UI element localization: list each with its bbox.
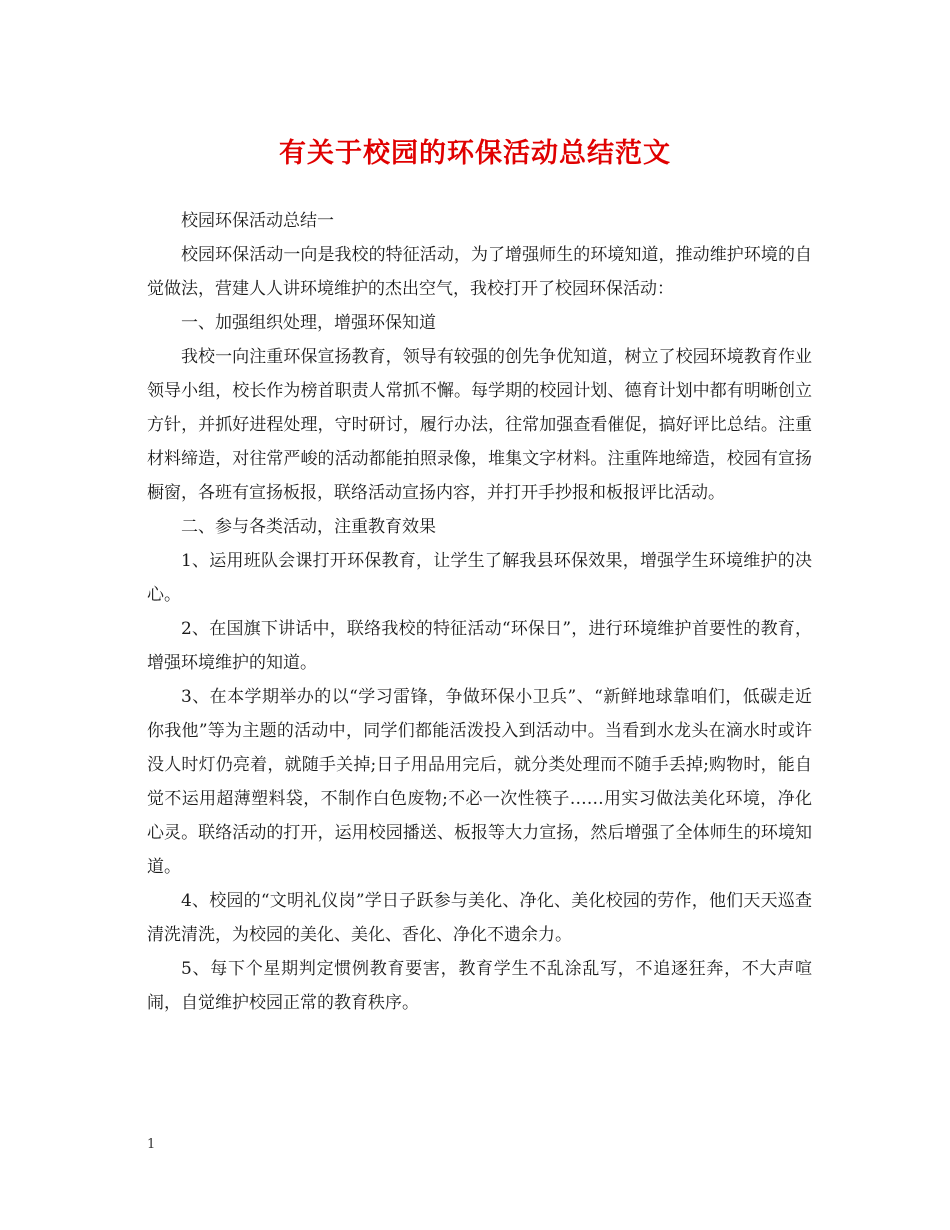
document-title: 有关于校园的环保活动总结范文 [279, 138, 671, 169]
paragraph-section-heading: 校园环保活动总结一 [181, 211, 334, 231]
page-number: 1 [147, 1137, 156, 1152]
paragraph-organization: 我校一向注重环保宣扬教育，领导有较强的创先争优知道，树立了校园环境教育作业领导小组，校长作为榜首职责人常抓不懈。每学期的校园计划、德育计划中都有明晰创立方针，并抓好进程处理，守时研讨，履行办法，往常加强查看催促，搞好评比总结。注重材料缔造，对往常严峻的活动都能拍照录像，堆集文字材料。注重阵地缔造，校园有宣扬橱窗，各班有宣扬板报，联络活动宣扬内容，并打开手抄报和板报评比活动。 [147, 347, 812, 503]
paragraph-heading-2: 二、参与各类活动，注重教育效果 [181, 517, 436, 537]
paragraph-item-3: 3、在本学期举办的以“学习雷锋，争做环保小卫兵”、“新鲜地球靠咱们，低碳走近你我他”等为主题的活动中，同学们都能活泼投入到活动中。当看到水龙头在滴水时或许没人时灯仍亮着，就随手关掉;日子用品用完后，就分类处理而不随手丢掉;购物时，能自觉不运用超薄塑料袋，不制作白色废物;不必一次性筷子……用实习做法美化环境，净化心灵。联络活动的打开，运用校园播送、板报等大力宣扬，然后增强了全体师生的环境知道。 [147, 687, 812, 877]
paragraph-item-4: 4、校园的“文明礼仪岗”学日子跃参与美化、净化、美化校园的劳作，他们天天巡查清洗清洗，为校园的美化、美化、香化、净化不遗余力。 [147, 891, 812, 945]
paragraph-item-2: 2、在国旗下讲话中，联络我校的特征活动“环保日”，进行环境维护首要性的教育，增强环境维护的知道。 [147, 619, 812, 673]
document-body [147, 204, 812, 1020]
paragraph-item-1: 1、运用班队会课打开环保教育，让学生了解我县环保效果，增强学生环境维护的决心。 [147, 551, 812, 605]
paragraph-intro: 校园环保活动一向是我校的特征活动，为了增强师生的环境知道，推动维护环境的自觉做法，营建人人讲环境维护的杰出空气，我校打开了校园环保活动： [147, 245, 812, 299]
paragraph-heading-1: 一、加强组织处理，增强环保知道 [181, 313, 436, 333]
paragraph-item-5: 5、每下个星期判定惯例教育要害，教育学生不乱涂乱写，不追逐狂奔，不大声喧闹，自觉维护校园正常的教育秩序。 [147, 959, 812, 1013]
